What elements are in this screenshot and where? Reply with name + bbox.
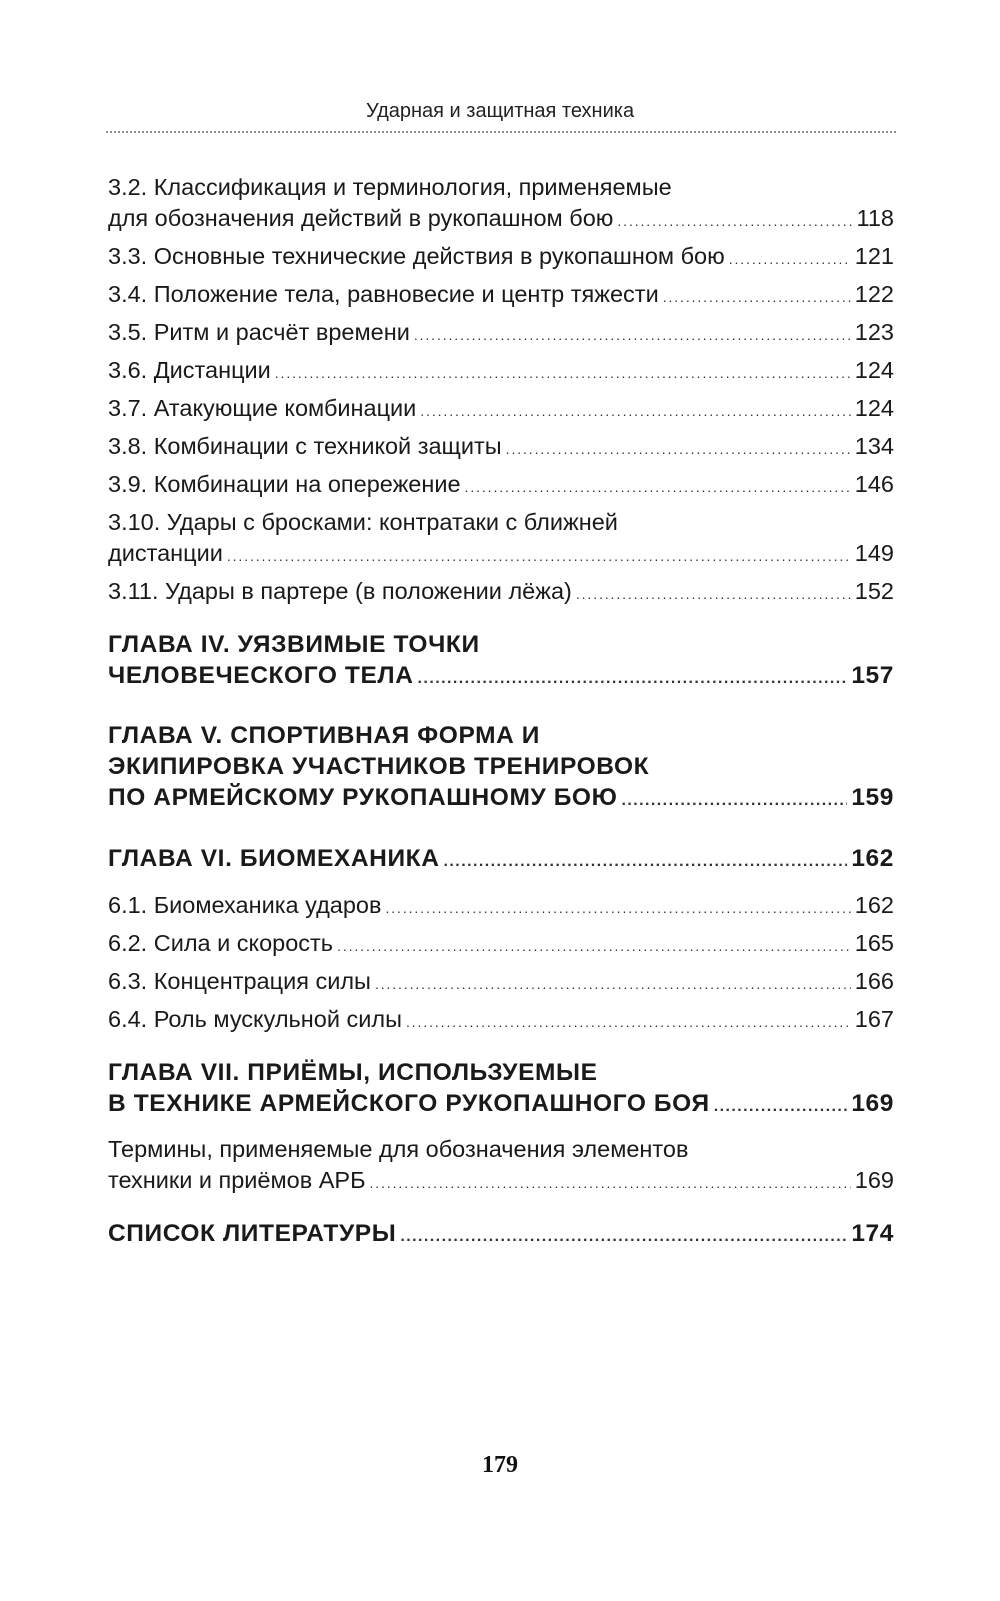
toc-entry-title: 3.7. Атакующие комбинации [108,395,417,421]
toc-entry-title: 6.1. Биомеханика ударов [108,892,382,918]
dot-leader [406,1004,851,1038]
toc-chapter-line: ГЛАВА IV. УЯЗВИМЫЕ ТОЧКИ [108,631,480,658]
toc-entry-line: 3.2. Классификация и терминология, применяемые [108,174,672,200]
toc-page-number: 121 [854,243,894,269]
toc-page-number: 166 [854,968,894,994]
toc-page-number: 157 [851,662,894,689]
dot-leader [465,469,851,503]
toc-page-number: 165 [854,930,894,956]
toc-entry-title: 3.6. Дистанции [108,357,271,383]
toc-entry-title: для обозначения действий в рукопашном бою [108,205,614,231]
toc-chapter-7[interactable] [108,1057,894,1122]
toc-entry-3-11[interactable] [108,576,894,610]
toc-entry-title: 3.11. Удары в партере (в положении лёжа) [108,578,572,604]
toc-entry-3-6[interactable] [108,355,894,389]
toc-entry-title: 6.4. Роль мускульной силы [108,1006,402,1032]
toc-page-number: 152 [854,578,894,604]
toc-page-number: 122 [854,281,894,307]
dot-leader [227,538,851,572]
toc-page-number: 124 [854,395,894,421]
toc-entry-title: дистанции [108,540,223,566]
toc-page-number: 124 [854,357,894,383]
toc-entry-title: техники и приёмов АРБ [108,1167,366,1193]
dot-leader [375,966,851,1000]
toc-entry-3-10[interactable] [108,507,894,572]
dot-leader [386,890,851,924]
toc-chapter-line: ГЛАВА V. СПОРТИВНАЯ ФОРМА И [108,722,540,749]
toc-references[interactable] [108,1218,894,1252]
toc-chapter-title: В ТЕХНИКЕ АРМЕЙСКОГО РУКОПАШНОГО БОЯ [108,1090,710,1117]
dot-leader [729,241,851,275]
toc-entry-6-3[interactable] [108,966,894,1000]
toc-entry-3-4[interactable] [108,279,894,313]
dot-leader [663,279,851,313]
toc-entry-title: 6.2. Сила и скорость [108,930,334,956]
toc-chapter-4[interactable] [108,629,894,694]
toc-chapter-line: ЭКИПИРОВКА УЧАСТНИКОВ ТРЕНИРОВОК [108,753,650,780]
toc-entry-3-3[interactable] [108,241,894,275]
toc-chapter-line: ГЛАВА VII. ПРИЁМЫ, ИСПОЛЬЗУЕМЫЕ [108,1059,598,1086]
page-number: 179 [482,1452,518,1478]
dot-leader [275,355,851,389]
toc-entry-title: 3.5. Ритм и расчёт времени [108,319,410,345]
toc-chapter-title: ПО АРМЕЙСКОМУ РУКОПАШНОМУ БОЮ [108,784,618,811]
toc-page-number: 123 [854,319,894,345]
toc-chapter-title: СПИСОК ЛИТЕРАТУРЫ [108,1220,397,1247]
toc-entry-title: 3.4. Положение тела, равновесие и центр тяжести [108,281,659,307]
toc-entry-terms[interactable] [108,1134,894,1199]
toc-entry-3-8[interactable] [108,431,894,465]
dot-leader [617,203,852,237]
toc-chapter-title: ЧЕЛОВЕЧЕСКОГО ТЕЛА [108,662,414,689]
toc-chapter-title: ГЛАВА VI. БИОМЕХАНИКА [108,845,440,872]
dot-leader [370,1165,851,1199]
toc-entry-title: 6.3. Концентрация силы [108,968,371,994]
dot-leader [414,317,851,351]
toc-entry-3-7[interactable] [108,393,894,427]
toc-entry-title: 3.8. Комбинации с техникой защиты [108,433,502,459]
toc-page-number: 159 [851,784,894,811]
toc-page-number: 169 [851,1090,894,1117]
toc-entry-3-5[interactable] [108,317,894,351]
toc-page-number: 167 [854,1006,894,1032]
toc-page-number: 162 [854,892,894,918]
toc-entry-title: 3.9. Комбинации на опережение [108,471,461,497]
toc-page-number: 174 [851,1220,894,1247]
header-rule [106,131,896,133]
toc-entry-6-1[interactable] [108,890,894,924]
toc-page-number: 169 [854,1167,894,1193]
toc-page-number: 118 [856,205,894,231]
dot-leader [506,431,851,465]
dot-leader [400,1218,847,1252]
dot-leader [621,782,847,816]
toc-chapter-6[interactable] [108,843,894,877]
running-head: Ударная и защитная техника [365,100,635,122]
toc-entry-3-9[interactable] [108,469,894,503]
toc-entry-line: 3.10. Удары с бросками: контратаки с ближней [108,509,618,535]
toc-page-number: 149 [854,540,894,566]
dot-leader [420,393,850,427]
toc-entry-line: Термины, применяемые для обозначения элементов [108,1136,689,1162]
toc-entry-title: 3.3. Основные технические действия в рукопашном бою [108,243,725,269]
toc-chapter-5[interactable] [108,720,894,816]
dot-leader [444,843,848,877]
toc-entry-6-2[interactable] [108,928,894,962]
dot-leader [576,576,851,610]
dot-leader [418,660,848,694]
toc-page-number: 146 [854,471,894,497]
dot-leader [337,928,851,962]
toc-page-number: 134 [854,433,894,459]
toc-page-number: 162 [851,845,894,872]
toc-entry-3-2[interactable] [108,172,894,237]
dot-leader [714,1088,848,1122]
toc-entry-6-4[interactable] [108,1004,894,1038]
